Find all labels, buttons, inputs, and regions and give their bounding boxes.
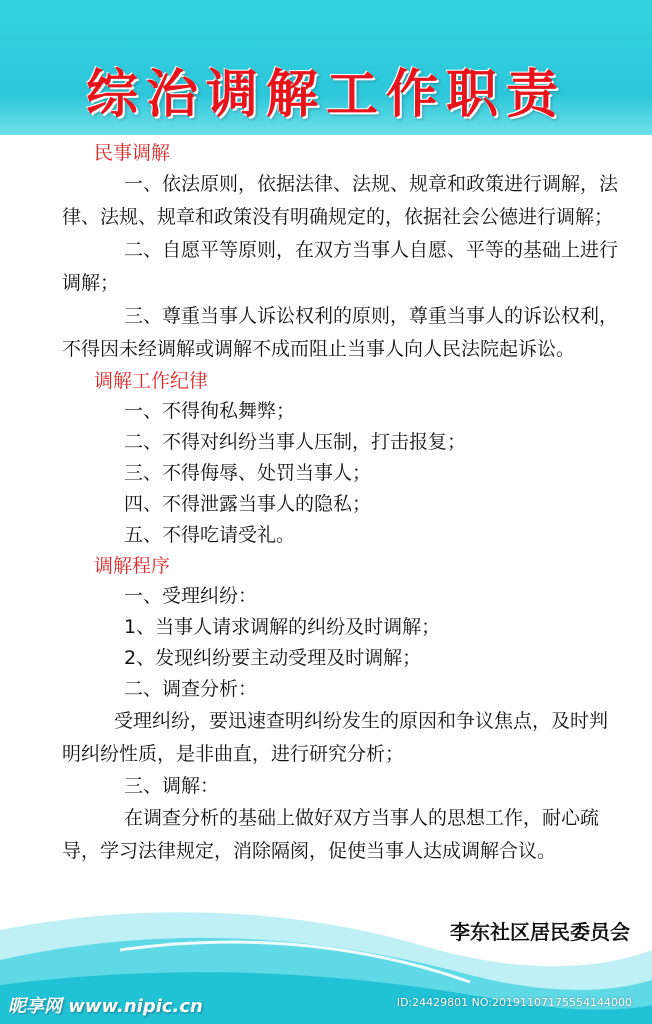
list-item: 四、不得泄露当事人的隐私； <box>124 493 372 515</box>
list-item: 三、不得侮辱、处罚当事人； <box>124 462 372 484</box>
list-item: 五、不得吃请受礼。 <box>124 524 296 546</box>
section-heading-civil: 民事调解 <box>94 142 171 164</box>
list-item: 二、调查分析： <box>124 678 258 700</box>
paragraph: 在调查分析的基础上做好双方当事人的思想工作，耐心疏导，学习法律规定，消除隔阂，促使当事人达成调解合议。 <box>62 807 600 862</box>
watermark-id: ID:24429801 NO:20191107175554144000 <box>396 996 632 1009</box>
section-heading-procedure: 调解程序 <box>94 555 171 577</box>
paragraph: 三、尊重当事人诉讼权利的原则，尊重当事人的诉讼权利，不得因未经调解或调解不成而阻止当事人向人民法院起诉讼。 <box>62 305 619 360</box>
paragraph: 二、自愿平等原则，在双方当事人自愿、平等的基础上进行调解； <box>62 239 619 294</box>
paragraph: 一、依法原则，依据法律、法规、规章和政策进行调解，法律、法规、规章和政策没有明确规定的，依据社会公德进行调解； <box>62 173 619 228</box>
list-item: 三、调解： <box>124 775 220 797</box>
paragraph: 受理纠纷，要迅速查明纠纷发生的原因和争议焦点，及时判明纠纷性质，是非曲直，进行研究分析； <box>62 710 609 765</box>
list-item: 2、发现纠纷要主动受理及时调解； <box>124 647 422 669</box>
list-item: 1、当事人请求调解的纠纷及时调解； <box>124 616 441 638</box>
section-heading-discipline: 调解工作纪律 <box>94 370 209 392</box>
signature-organization: 李东社区居民委员会 <box>450 920 630 944</box>
list-item: 二、不得对纠纷当事人压制，打击报复； <box>124 431 467 453</box>
watermark-logo: 昵享网 www.nipic.cn <box>8 996 203 1017</box>
page-title: 综治调解工作职责 <box>85 65 566 125</box>
document-body <box>62 138 624 868</box>
list-item: 一、受理纠纷： <box>124 585 258 607</box>
list-item: 一、不得徇私舞弊； <box>124 400 296 422</box>
